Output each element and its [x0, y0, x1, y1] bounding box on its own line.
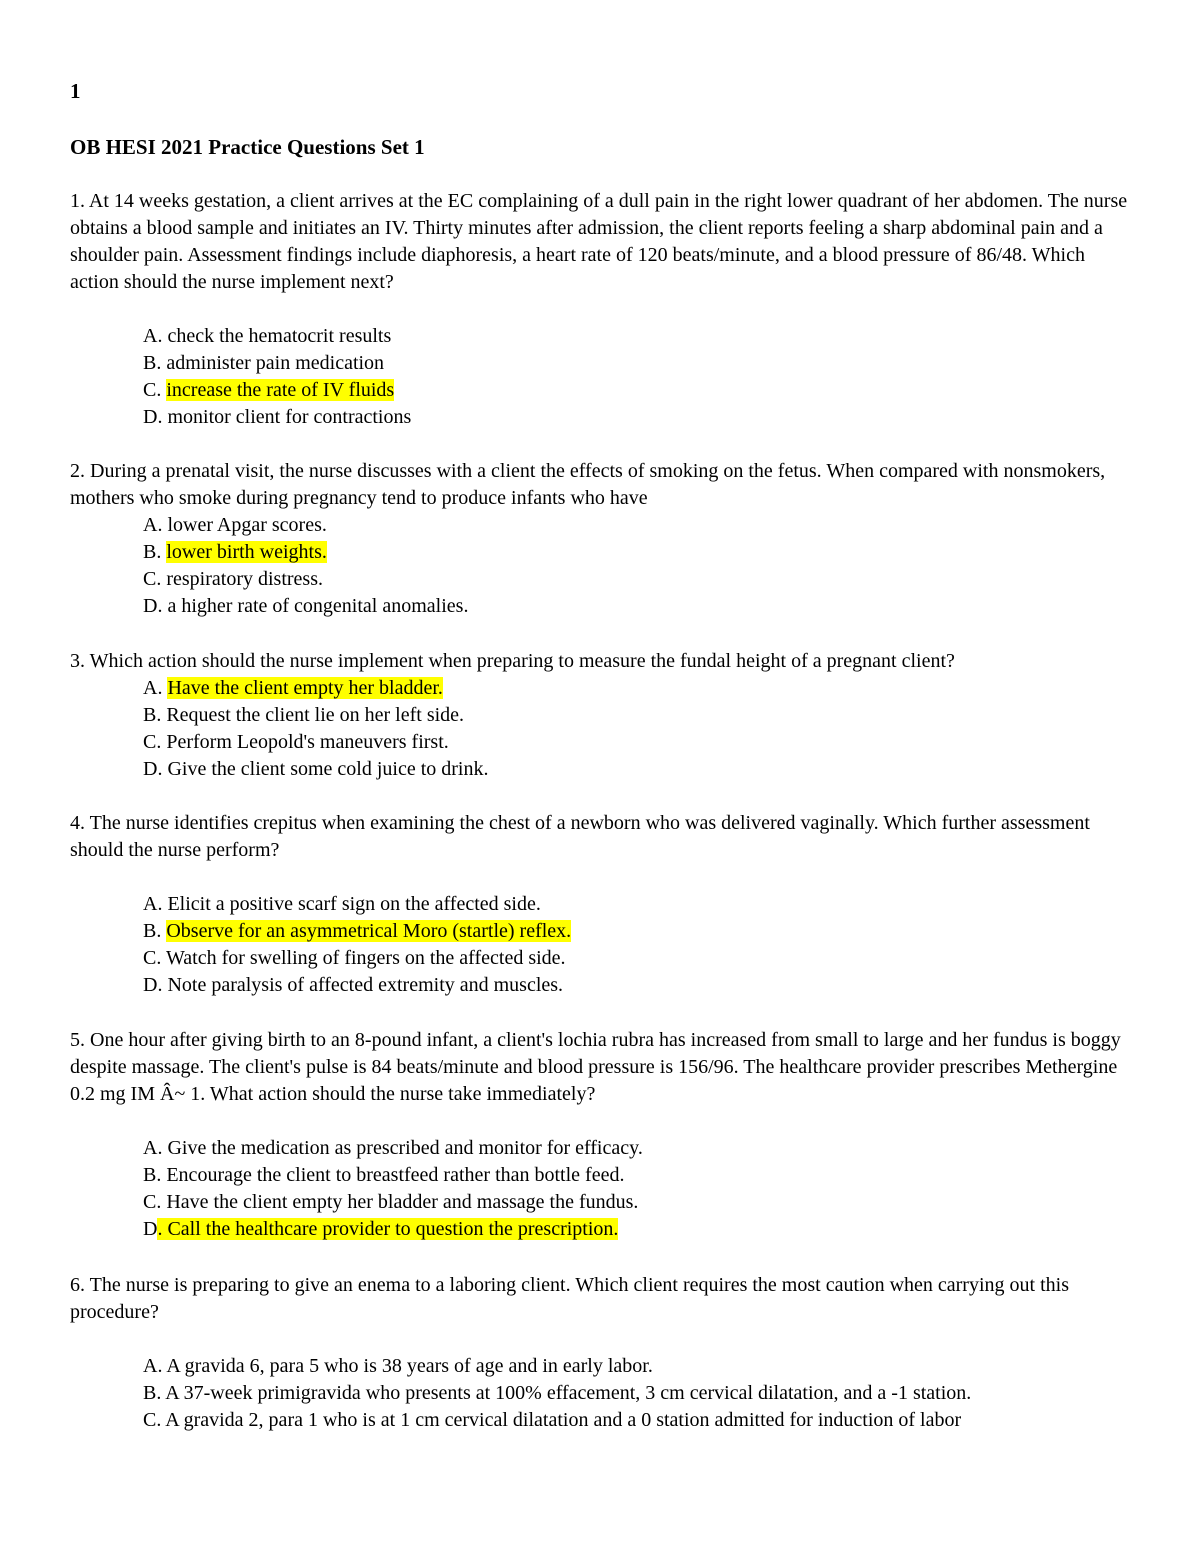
- answer-option-d: [143, 972, 1130, 999]
- option-text: A gravida 2, para 1 who is at 1 cm cervical dilatation and a 0 station admitted for induction of labor: [165, 1409, 962, 1431]
- option-letter: D.: [143, 406, 168, 428]
- option-letter: B.: [143, 1382, 166, 1404]
- option-text: Have the client empty her bladder and massage the fundus.: [166, 1191, 639, 1213]
- highlighted-answer: increase the rate of IV fluids: [166, 379, 395, 401]
- option-letter: C.: [143, 1191, 167, 1213]
- option-letter: A.: [143, 893, 168, 915]
- option-letter: A.: [143, 1355, 167, 1377]
- answer-option-a: [143, 675, 1130, 702]
- question-stem: 2. During a prenatal visit, the nurse discusses with a client the effects of smoking on the fetus. When compared with nonsmokers, mothers who smoke during pregnancy tend to produce infants who have: [70, 460, 1106, 509]
- option-text: lower Apgar scores.: [167, 514, 327, 536]
- highlighted-answer: lower birth weights.: [166, 541, 327, 563]
- option-text: Encourage the client to breastfeed rather than bottle feed.: [166, 1164, 625, 1186]
- answer-option-b: [143, 702, 1130, 729]
- highlighted-answer: Have the client empty her bladder.: [167, 677, 443, 699]
- answer-option-d: [143, 593, 1130, 620]
- option-text: Give the medication as prescribed and monitor for efficacy.: [167, 1137, 643, 1159]
- answer-option-b: [143, 918, 1130, 945]
- option-text: Give the client some cold juice to drink.: [167, 758, 489, 780]
- question-2: [70, 458, 1130, 620]
- answer-option-a: [143, 323, 1130, 350]
- answer-option-b: [143, 350, 1130, 377]
- page-title: OB HESI 2021 Practice Questions Set 1: [70, 135, 425, 159]
- option-text: A 37-week primigravida who presents at 100% effacement, 3 cm cervical dilatation, and a -1 station.: [165, 1382, 972, 1404]
- answer-option-c: [143, 945, 1130, 972]
- question-stem: 4. The nurse identifies crepitus when examining the chest of a newborn who was delivered vaginally. Which further assessment should the nurse perform?: [70, 812, 1090, 861]
- answer-option-c: [143, 729, 1130, 756]
- option-text: check the hematocrit results: [167, 325, 392, 347]
- question-4: [70, 810, 1130, 999]
- option-letter: B.: [143, 920, 167, 942]
- option-letter: A.: [143, 325, 168, 347]
- option-letter: A.: [143, 1137, 168, 1159]
- option-letter: D: [143, 1218, 158, 1240]
- question-1: [70, 188, 1130, 431]
- answer-options: [70, 512, 1130, 620]
- option-text: Request the client lie on her left side.: [166, 704, 465, 726]
- option-letter: B.: [143, 1164, 167, 1186]
- option-text: Perform Leopold's maneuvers first.: [166, 731, 449, 753]
- answer-option-d: [143, 1216, 1130, 1243]
- option-letter: B.: [143, 352, 167, 374]
- highlighted-answer: . Call the healthcare provider to question the prescription.: [157, 1218, 619, 1240]
- answer-options: [70, 1135, 1130, 1243]
- option-text: A gravida 6, para 5 who is 38 years of age and in early labor.: [166, 1355, 653, 1377]
- option-text: monitor client for contractions: [167, 406, 412, 428]
- question-stem: 6. The nurse is preparing to give an enema to a laboring client. Which client requires the most caution when carrying out this procedure?: [70, 1274, 1069, 1323]
- option-text: administer pain medication: [166, 352, 385, 374]
- option-text: Watch for swelling of fingers on the affected side.: [165, 947, 566, 969]
- option-letter: A.: [143, 677, 168, 699]
- question-stem: 5. One hour after giving birth to an 8-pound infant, a client's lochia rubra has increased from small to large and her fundus is boggy despite massage. The client's pulse is 84 beats/minute and blood pressure is 156/96. The healthcare provider prescribes Methergine 0.2 mg IM Â~ 1. What action should the nurse take immediately?: [70, 1029, 1121, 1105]
- option-letter: C.: [143, 379, 167, 401]
- answer-option-c: [143, 1189, 1130, 1216]
- question-5: [70, 1027, 1130, 1243]
- answer-option-c: [143, 1407, 1130, 1434]
- answer-options: [70, 891, 1130, 999]
- option-letter: B.: [143, 704, 167, 726]
- option-letter: A.: [143, 514, 168, 536]
- answer-option-b: [143, 539, 1130, 566]
- option-letter: C.: [143, 1409, 166, 1431]
- answer-option-d: [143, 404, 1130, 431]
- option-letter: D.: [143, 974, 168, 996]
- option-text: a higher rate of congenital anomalies.: [167, 595, 469, 617]
- question-stem: 3. Which action should the nurse implement when preparing to measure the fundal height of a pregnant client?: [70, 650, 955, 672]
- option-letter: D.: [143, 758, 168, 780]
- answer-option-a: [143, 1135, 1130, 1162]
- answer-option-b: [143, 1380, 1130, 1407]
- option-text: Elicit a positive scarf sign on the affected side.: [167, 893, 541, 915]
- answer-option-c: [143, 377, 1130, 404]
- answer-option-a: [143, 891, 1130, 918]
- answer-option-d: [143, 756, 1130, 783]
- option-letter: C.: [143, 568, 167, 590]
- answer-options: [70, 675, 1130, 783]
- question-3: [70, 648, 1130, 783]
- answer-options: [70, 323, 1130, 431]
- option-letter: C.: [143, 947, 166, 969]
- question-stem: 1. At 14 weeks gestation, a client arrives at the EC complaining of a dull pain in the right lower quadrant of her abdomen. The nurse obtains a blood sample and initiates an IV. Thirty minutes after admission, the client reports feeling a sharp abdominal pain and a shoulder pain. Assessment findings include diaphoresis, a heart rate of 120 beats/minute, and a blood pressure of 86/48. Which action should the nurse implement next?: [70, 190, 1128, 293]
- page-number: 1: [70, 79, 81, 103]
- option-text: Note paralysis of affected extremity and muscles.: [167, 974, 564, 996]
- highlighted-answer: Observe for an asymmetrical Moro (startle) reflex.: [166, 920, 572, 942]
- option-letter: B.: [143, 541, 167, 563]
- answer-option-b: [143, 1162, 1130, 1189]
- question-6: [70, 1272, 1130, 1434]
- option-letter: D.: [143, 595, 168, 617]
- answer-options: [70, 1353, 1130, 1434]
- answer-option-a: [143, 1353, 1130, 1380]
- option-letter: C.: [143, 731, 167, 753]
- answer-option-c: [143, 566, 1130, 593]
- answer-option-a: [143, 512, 1130, 539]
- option-text: respiratory distress.: [166, 568, 323, 590]
